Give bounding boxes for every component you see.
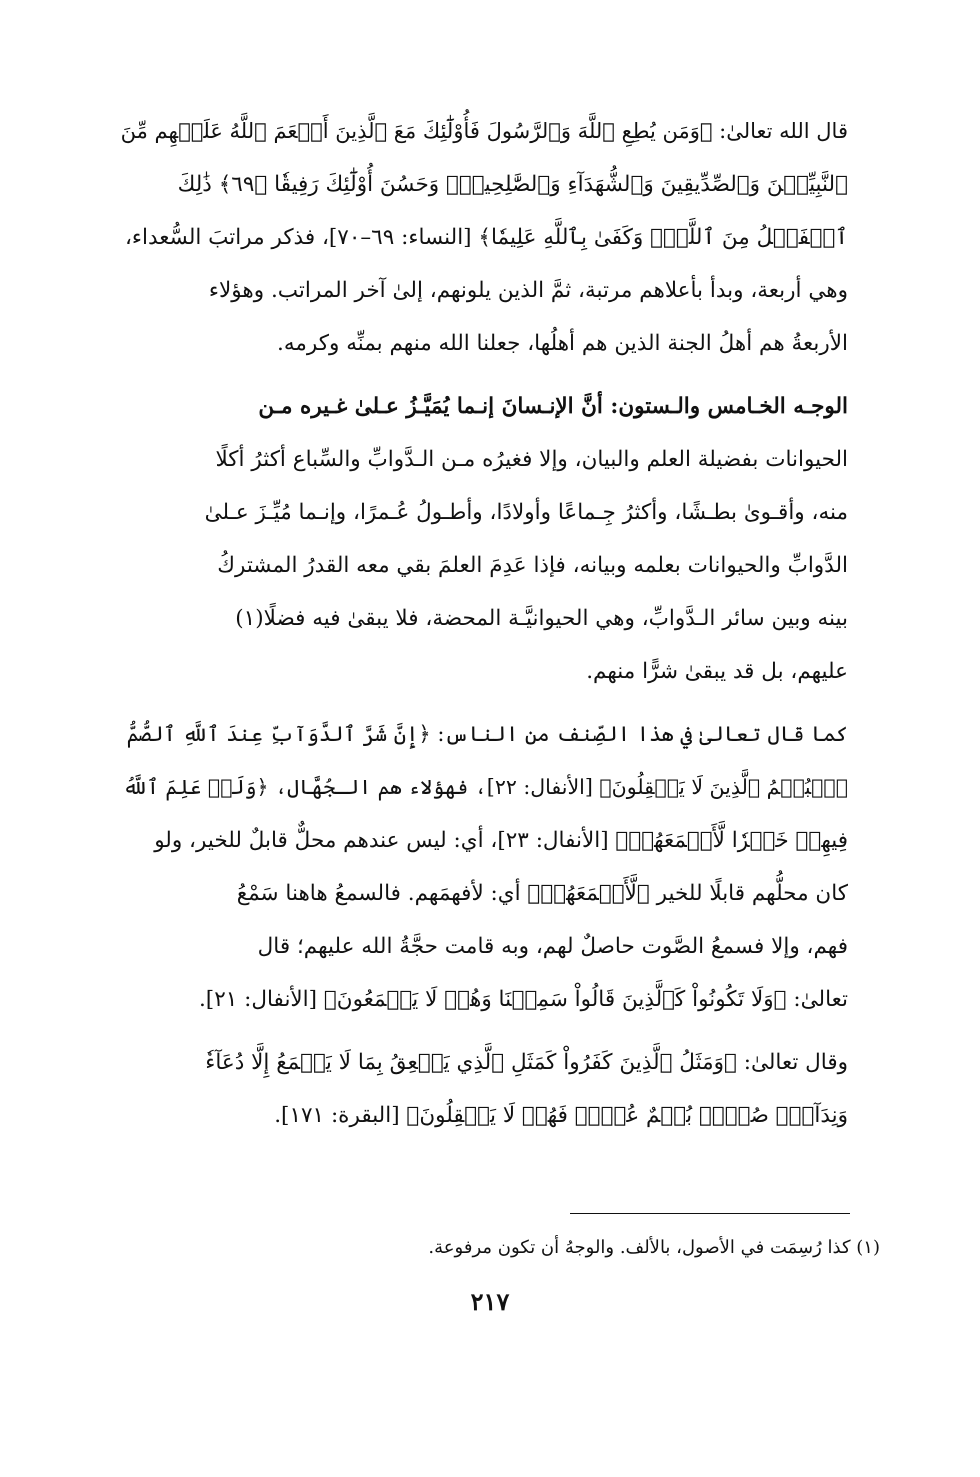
- text-line: قال الله تعالىٰ: ﴿وَمَن يُطِعِ ٱللَّهَ وَٱلرَّسُولَ فَأُوْلَٰٓئِكَ مَعَ ٱلَّذِينَ أَنۡعَمَ ٱللَّهُ عَلَيۡهِم مِّنَ: [120, 119, 848, 143]
- text-line: كان محلُّهم قابلًا للخير ﴿لَّأَسۡمَعَهُمۡ﴾ أي: لأفهمَهم. فالسمعُ هاهنا سَمْعُ: [236, 881, 848, 906]
- text-line: الحيوانات بفضيلة العلم والبيان، وإلا فغيرُه مـن الـدَّوابِّ والسِّباع أكثرُ أكلًا: [215, 447, 848, 472]
- footnote-divider: [570, 1213, 850, 1214]
- text-line: الدَّوابِّ والحيوانات بعلمه وبيانه، فإذا عَدِمَ العلمَ بقي معه القدرُ المشتركُ: [217, 553, 848, 578]
- text-line: منه، وأقـوىٰ بطـشًا، وأكثرُ جِـماعًا وأولادًا، وأطـولُ عُـمرًا، وإنـما مُيِّـزَ عـلىٰ: [204, 500, 848, 525]
- text-line: الأربعةُ هم أهلُ الجنة الذين هم أهلُها، جعلنا الله منهم بمنِّه وكرمه.: [277, 331, 848, 356]
- text-line: ٱلنَّبِيِّـۧنَ وَٱلصِّدِّيقِينَ وَٱلشُّهَدَآءِ وَٱلصَّٰلِحِينَۚ وَحَسُنَ أُوْلَٰٓئِكَ رَفِيقٗا ﴿٦٩﴾ ذَٰلِكَ: [177, 172, 848, 197]
- text-line: ٱلۡفَضۡلُ مِنَ ٱللَّهِۚ وَكَفَىٰ بِٱللَّهِ عَلِيمٗا﴾ [النساء: ٦٩–٧٠]، فذكر مراتبَ السُّعداء،: [124, 225, 848, 250]
- text-line: وهي أربعة، وبدأ بأعلاهم مرتبة، ثمَّ الذين يلونهم، إلىٰ آخر المراتب. وهؤلاء: [208, 278, 848, 303]
- text-line: فهم، وإلا فسمعُ الصَّوت حاصلٌ لهم، وبه قامت حجَّةُ الله عليهم؛ قال: [257, 934, 848, 959]
- text-line: فِيهِمۡ خَيۡرٗا لَّأَسۡمَعَهُمۡ﴾ [الأنفال: ٢٣]، أي: ليس عندهم محلٌّ قابلٌ للخير، ولو: [154, 828, 848, 853]
- text-line: ٱلۡبُكۡمُ ٱلَّذِينَ لَا يَعۡقِلُونَ﴾ [الأنفال: ٢٢]، فهؤلاء هم الـجُهَّال، ﴿وَلَوۡ عَلِمَ ٱللَّهُ: [122, 775, 848, 799]
- text-line: وقال تعالىٰ: ﴿وَمَثَلُ ٱلَّذِينَ كَفَرُواْ كَمَثَلِ ٱلَّذِي يَنۡعِقُ بِمَا لَا يَسۡمَعُ إِلَّا دُعَآءٗ: [205, 1050, 848, 1075]
- text-line: الوجـه الخـامس والـستون: أنَّ الإنـسانَ إنـما يُمَيَّـزُ عـلىٰ غـيره مـن: [258, 394, 848, 419]
- text-line: بينه وبين سائر الـدَّوابِّ، وهي الحيوانيَّـة المحضة، فلا يبقىٰ فيه فضلًا(١): [235, 606, 848, 631]
- text-line: تعالىٰ: ﴿وَلَا تَكُونُواْ كَٱلَّذِينَ قَالُواْ سَمِعۡنَا وَهُمۡ لَا يَسۡمَعُونَ﴾ [الأنفال: ٢١].: [198, 987, 848, 1012]
- body-text: [120, 105, 848, 1142]
- footnote: (١) كذا رُسِمَت في الأصول، بالألف. والوجهُ أن تكون مرفوعة.: [428, 1237, 880, 1258]
- text-line: وَنِدَآءٗۚ صُمُّۢ بُكۡمٌ عُمۡيٞ فَهُمۡ لَا يَعۡقِلُونَ﴾ [البقرة: ١٧١].: [274, 1103, 848, 1128]
- page-number: ٢١٧: [470, 1287, 510, 1316]
- text-line: كما قال تعالىٰ في هذا الصِّنف من الناس: ﴿إِنَّ شَرَّ ٱلدَّوَآبِّ عِندَ ٱللَّهِ ٱلصُّمُّ: [126, 722, 848, 746]
- text-line: عليهم، بل قد يبقىٰ شرًّا منهم.: [586, 659, 848, 684]
